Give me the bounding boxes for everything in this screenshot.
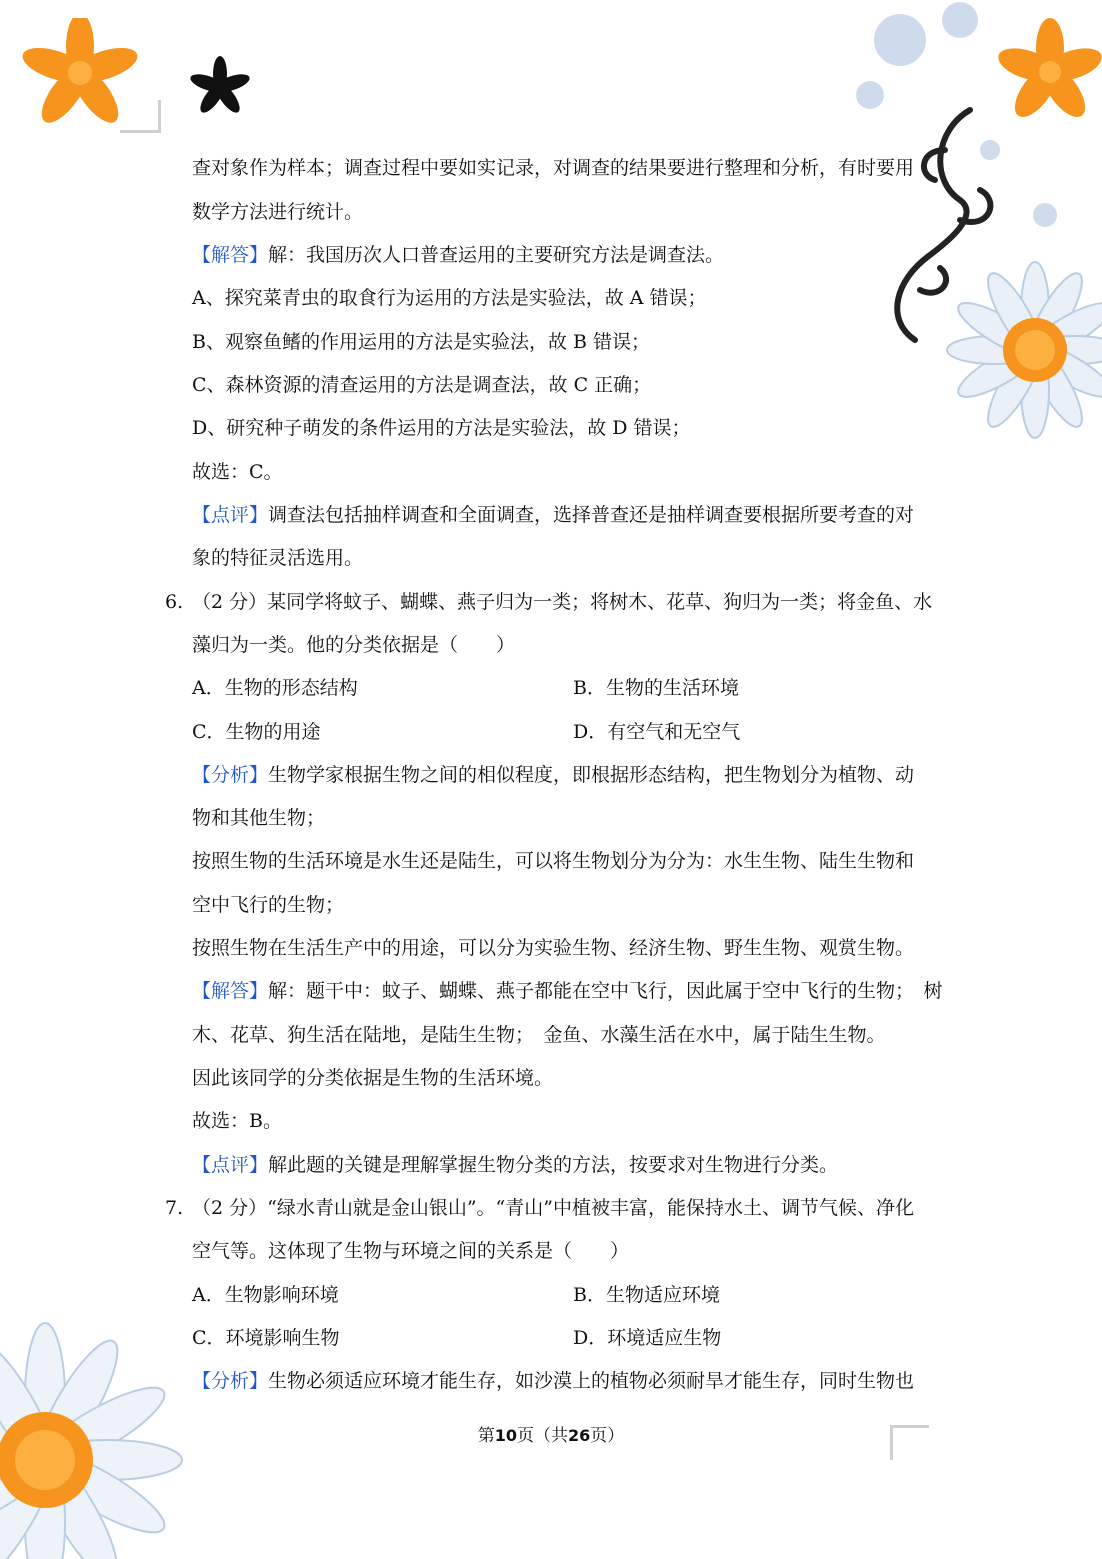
answer-option-b: B、观察鱼鳍的作用运用的方法是实验法，故 B 错误；	[192, 331, 651, 353]
answer-option-c: C、森林资源的清查运用的方法是调查法，故 C 正确；	[192, 374, 652, 396]
question-6-stem-cont: 藻归为一类。他的分类依据是（ ）	[192, 634, 516, 656]
corner-mark-top-left	[120, 100, 161, 133]
analysis-q6	[192, 762, 937, 788]
analysis-q7	[192, 1368, 937, 1394]
answer-text: 解：题干中：蚊子、蝴蝶、燕子都能在空中飞行，因此属于空中飞行的生物； 树	[268, 980, 943, 1002]
paragraph-line: 空中飞行的生物；	[192, 894, 345, 916]
review-text: 解此题的关键是理解掌握生物分类的方法，按要求对生物进行分类。	[268, 1154, 839, 1176]
answer-option-a: A、探究菜青虫的取食行为运用的方法是实验法，故 A 错误；	[192, 287, 707, 309]
question-6-stem: （2 分）某同学将蚊子、蝴蝶、燕子归为一类；将树木、花草、狗归为一类；将金鱼、水	[192, 591, 933, 613]
footer-mid: 页（共	[517, 1426, 568, 1446]
q7-option-a: A．生物影响环境	[192, 1284, 339, 1306]
answer-q6	[192, 978, 943, 1004]
paragraph-line: 木、花草、狗生活在陆地，是陆生生物； 金鱼、水藻生活在水中，属于陆生生物。	[192, 1024, 886, 1046]
review-tag: 【点评】	[192, 504, 269, 526]
q6-option-b: B．生物的生活环境	[573, 677, 739, 699]
review-q5	[192, 502, 937, 528]
q6-option-a: A．生物的形态结构	[192, 677, 358, 699]
analysis-tag: 【分析】	[192, 764, 269, 786]
page-number: 10	[494, 1426, 517, 1445]
footer-prefix: 第	[477, 1426, 495, 1446]
paragraph-line: 按照生物在生活生产中的用途，可以分为实验生物、经济生物、野生生物、观赏生物。	[192, 937, 915, 959]
analysis-text: 生物必须适应环境才能生存，如沙漠上的植物必须耐旱才能生存，同时生物也	[268, 1370, 915, 1392]
answer-tag: 【解答】	[192, 980, 269, 1002]
question-7-stem: （2 分）“绿水青山就是金山银山”。“青山”中植被丰富，能保持水土、调节气候、净化	[192, 1197, 914, 1219]
answer-option-d: D、研究种子萌发的条件运用的方法是实验法，故 D 错误；	[192, 417, 691, 439]
paragraph-line: 数学方法进行统计。	[192, 201, 364, 223]
question-number-7: 7.	[165, 1197, 184, 1219]
answer-q5	[192, 242, 937, 268]
paragraph-line: 按照生物的生活环境是水生还是陆生，可以将生物划分为分为：水生生物、陆生生物和	[192, 850, 915, 872]
question-7-stem-cont: 空气等。这体现了生物与环境之间的关系是（ ）	[192, 1240, 630, 1262]
analysis-tag: 【分析】	[192, 1370, 269, 1392]
review-text: 调查法包括抽样调查和全面调查，选择普查还是抽样调查要根据所要考查的对	[268, 504, 915, 526]
paragraph-line: 查对象作为样本；调查过程中要如实记录，对调查的结果要进行整理和分析，有时要用	[192, 157, 915, 179]
q6-option-d: D．有空气和无空气	[573, 721, 741, 743]
q6-option-c: C．生物的用途	[192, 721, 321, 743]
page-footer	[0, 1423, 1102, 1449]
selection-q5: 故选：C。	[192, 461, 283, 483]
question-number-6: 6.	[165, 591, 184, 613]
q7-option-b: B．生物适应环境	[573, 1284, 720, 1306]
paragraph-line: 物和其他生物；	[192, 807, 326, 829]
review-q6	[192, 1152, 937, 1178]
answer-text: 解：我国历次人口普查运用的主要研究方法是调查法。	[268, 244, 725, 266]
total-pages: 26	[568, 1426, 591, 1445]
paragraph-line: 因此该同学的分类依据是生物的生活环境。	[192, 1067, 554, 1089]
review-tag: 【点评】	[192, 1154, 269, 1176]
selection-q6: 故选：B。	[192, 1110, 282, 1132]
analysis-text: 生物学家根据生物之间的相似程度，即根据形态结构，把生物划分为植物、动	[268, 764, 915, 786]
q7-option-d: D．环境适应生物	[573, 1327, 722, 1349]
paragraph-line: 象的特征灵活选用。	[192, 547, 364, 569]
footer-suffix: 页）	[590, 1426, 625, 1446]
black-flower-icon	[185, 55, 255, 120]
q7-option-c: C．环境影响生物	[192, 1327, 340, 1349]
answer-tag: 【解答】	[192, 244, 269, 266]
